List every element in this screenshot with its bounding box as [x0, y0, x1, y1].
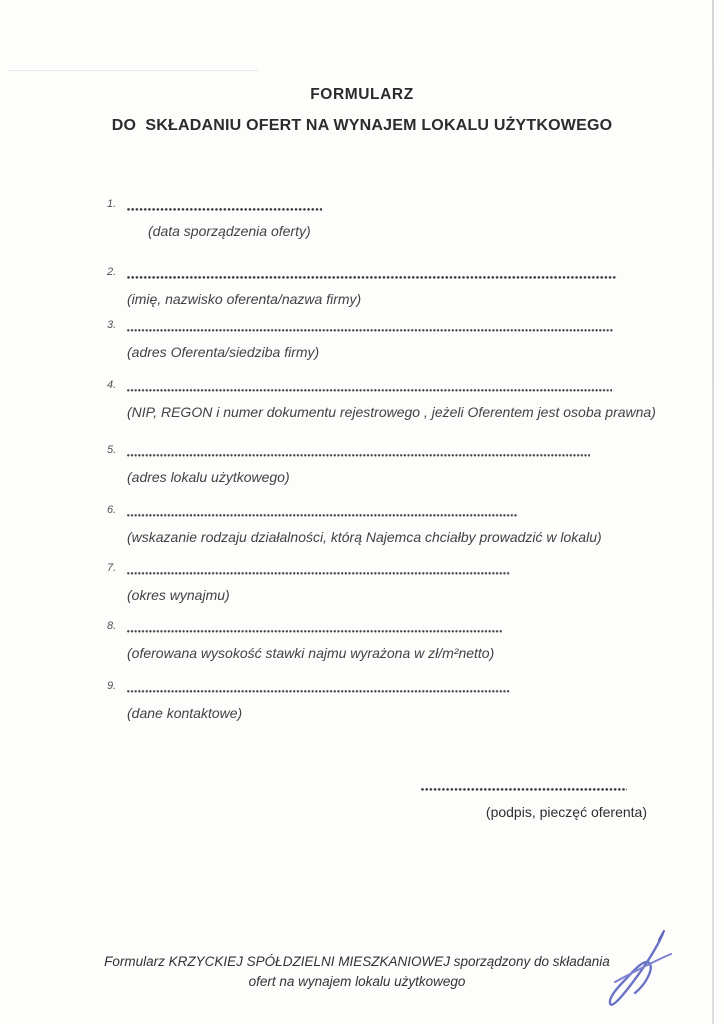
fill-in-line [127, 389, 612, 392]
scan-edge-line [712, 0, 714, 1024]
fill-in-line [127, 208, 322, 211]
item-caption: (okres wynajmu) [127, 587, 230, 603]
item-caption: (adres Oferenta/siedziba firmy) [127, 344, 320, 360]
fill-in-line [127, 630, 503, 633]
footer-line-1: Formularz KRZYCKIEJ SPÓŁDZIELNI MIESZKANIOWEJ sporządzony do składania [104, 954, 610, 969]
item-number: 5. [107, 444, 117, 456]
item-number: 4. [107, 379, 117, 391]
item-number: 3. [107, 319, 117, 331]
form-title: FORMULARZ [310, 86, 414, 103]
fill-in-line [127, 690, 510, 693]
footer-note [62, 952, 652, 992]
item-number: 8. [107, 620, 117, 632]
item-number: 1. [107, 198, 117, 210]
footer-line-2: ofert na wynajem lokalu użytkowego [248, 974, 466, 989]
item-caption: (oferowana wysokość stawki najmu wyrażona w zł/m²netto) [127, 645, 495, 661]
fill-in-line [127, 329, 613, 332]
fill-in-line [127, 454, 590, 457]
handwritten-signature-ink [602, 924, 684, 1020]
item-number: 9. [107, 680, 117, 692]
item-number: 6. [107, 504, 117, 516]
fill-in-line [127, 276, 617, 279]
item-caption: (wskazanie rodzaju działalności, którą Najemca chciałby prowadzić w lokalu) [127, 529, 602, 545]
item-caption: (dane kontaktowe) [127, 705, 243, 721]
item-number: 2. [107, 266, 117, 278]
fill-in-line [127, 572, 510, 575]
fill-in-line [127, 514, 518, 517]
item-number: 7. [107, 562, 117, 574]
item-caption: (NIP, REGON i numer dokumentu rejestrowego , jeżeli Oferentem jest osoba prawna) [127, 404, 656, 420]
signature-caption: (podpis, pieczęć oferenta) [485, 804, 647, 820]
form-subtitle: DO SKŁADANIU OFERT NA WYNAJEM LOKALU UŻYTKOWEGO [111, 117, 613, 134]
item-caption: (imię, nazwisko oferenta/nazwa firmy) [127, 291, 362, 307]
scan-artifact-line [8, 70, 258, 71]
signature-line [421, 788, 627, 791]
item-caption: (data sporządzenia oferty) [148, 223, 311, 239]
item-caption: (adres lokalu użytkowego) [127, 469, 290, 485]
